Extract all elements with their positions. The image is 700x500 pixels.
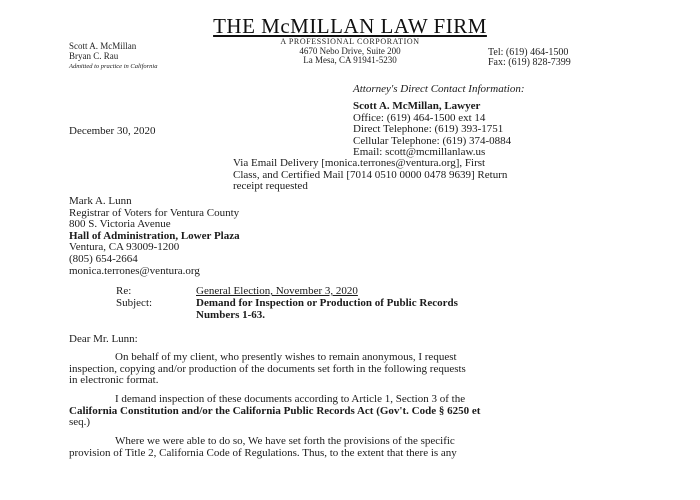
recipient-phone: (805) 654-2664 — [69, 252, 138, 265]
subject-label: Subject: — [116, 297, 153, 309]
paragraph-2-line-3: seq.) — [69, 416, 91, 429]
re-value: General Election, November 3, 2020 — [196, 285, 358, 297]
subject-line-1: Demand for Inspection or Production of Public Records — [196, 297, 458, 309]
subject-line-2: Numbers 1-63. — [196, 309, 266, 321]
firm-fax: Fax: (619) 828-7399 — [488, 57, 571, 68]
paragraph-1 — [69, 352, 466, 387]
partner-name-2: Bryan C. Rau — [69, 51, 119, 61]
paragraph-2-line-2: California Constitution and/or the California Public Records Act (Gov't. Code § 6250 et — [69, 404, 481, 417]
paragraph-2-line-1: I demand inspection of these documents according to Article 1, Section 3 of the — [115, 393, 466, 405]
firm-address-line2: La Mesa, CA 91941-5230 — [303, 55, 397, 65]
firm-telephone: Tel: (619) 464-1500 — [488, 47, 569, 58]
partner-name-1: Scott A. McMillan — [69, 41, 137, 51]
re-label: Re: — [116, 285, 132, 297]
paragraph-3-line-1: Where we were able to do so, We have set forth the provisions of the specific — [115, 435, 455, 447]
corp-line: A PROFESSIONAL CORPORATION — [280, 37, 420, 46]
attorney-name: Scott A. McMillan, Lawyer — [353, 100, 481, 112]
direct-phone: Direct Telephone: (619) 393-1751 — [353, 123, 504, 136]
recipient-address — [69, 196, 240, 277]
recipient-name: Mark A. Lunn — [69, 195, 132, 207]
paragraph-1-line-3: in electronic format. — [69, 374, 159, 387]
paragraph-2 — [69, 394, 480, 429]
firm-address-line1: 4670 Nebo Drive, Suite 200 — [299, 46, 401, 56]
admission-note: Admitted to practice in California — [69, 63, 158, 70]
recipient-city: Ventura, CA 93009-1200 — [69, 241, 180, 254]
delivery-line-3: receipt requested — [233, 180, 308, 193]
paragraph-1-line-2: inspection, copying and/or production of the documents set forth in the following requests — [69, 362, 466, 375]
recipient-email[interactable]: monica.terrones@ventura.org — [69, 264, 200, 277]
delivery-line-1: Via Email Delivery [monica.terrones@ventura.org], First — [233, 157, 486, 169]
direct-contact-heading: Attorney's Direct Contact Information: — [353, 83, 525, 95]
salutation: Dear Mr. Lunn: — [69, 333, 138, 345]
paragraph-3-line-2: provision of Title 2, California Code of Regulations. Thus, to the extent that there is any — [69, 446, 457, 459]
cell-phone: Cellular Telephone: (619) 374-0884 — [353, 134, 512, 147]
delivery-method — [233, 158, 507, 193]
delivery-line-2: Class, and Certified Mail [7014 0510 0000 0478 9639] Return — [233, 168, 508, 181]
direct-contact-block — [353, 101, 511, 159]
recipient-street: 800 S. Victoria Avenue — [69, 218, 171, 231]
office-phone: Office: (619) 464-1500 ext 14 — [353, 111, 486, 124]
firm-name: THE McMILLAN LAW FIRM — [213, 14, 487, 38]
letter-date: December 30, 2020 — [69, 125, 156, 137]
recipient-title: Registrar of Voters for Ventura County — [69, 206, 240, 219]
paragraph-1-line-1: On behalf of my client, who presently wishes to remain anonymous, I request — [115, 351, 457, 363]
recipient-building: Hall of Administration, Lower Plaza — [69, 229, 240, 242]
paragraph-3 — [69, 436, 457, 459]
attorney-email[interactable]: Email: scott@mcmillanlaw.us — [353, 146, 486, 159]
